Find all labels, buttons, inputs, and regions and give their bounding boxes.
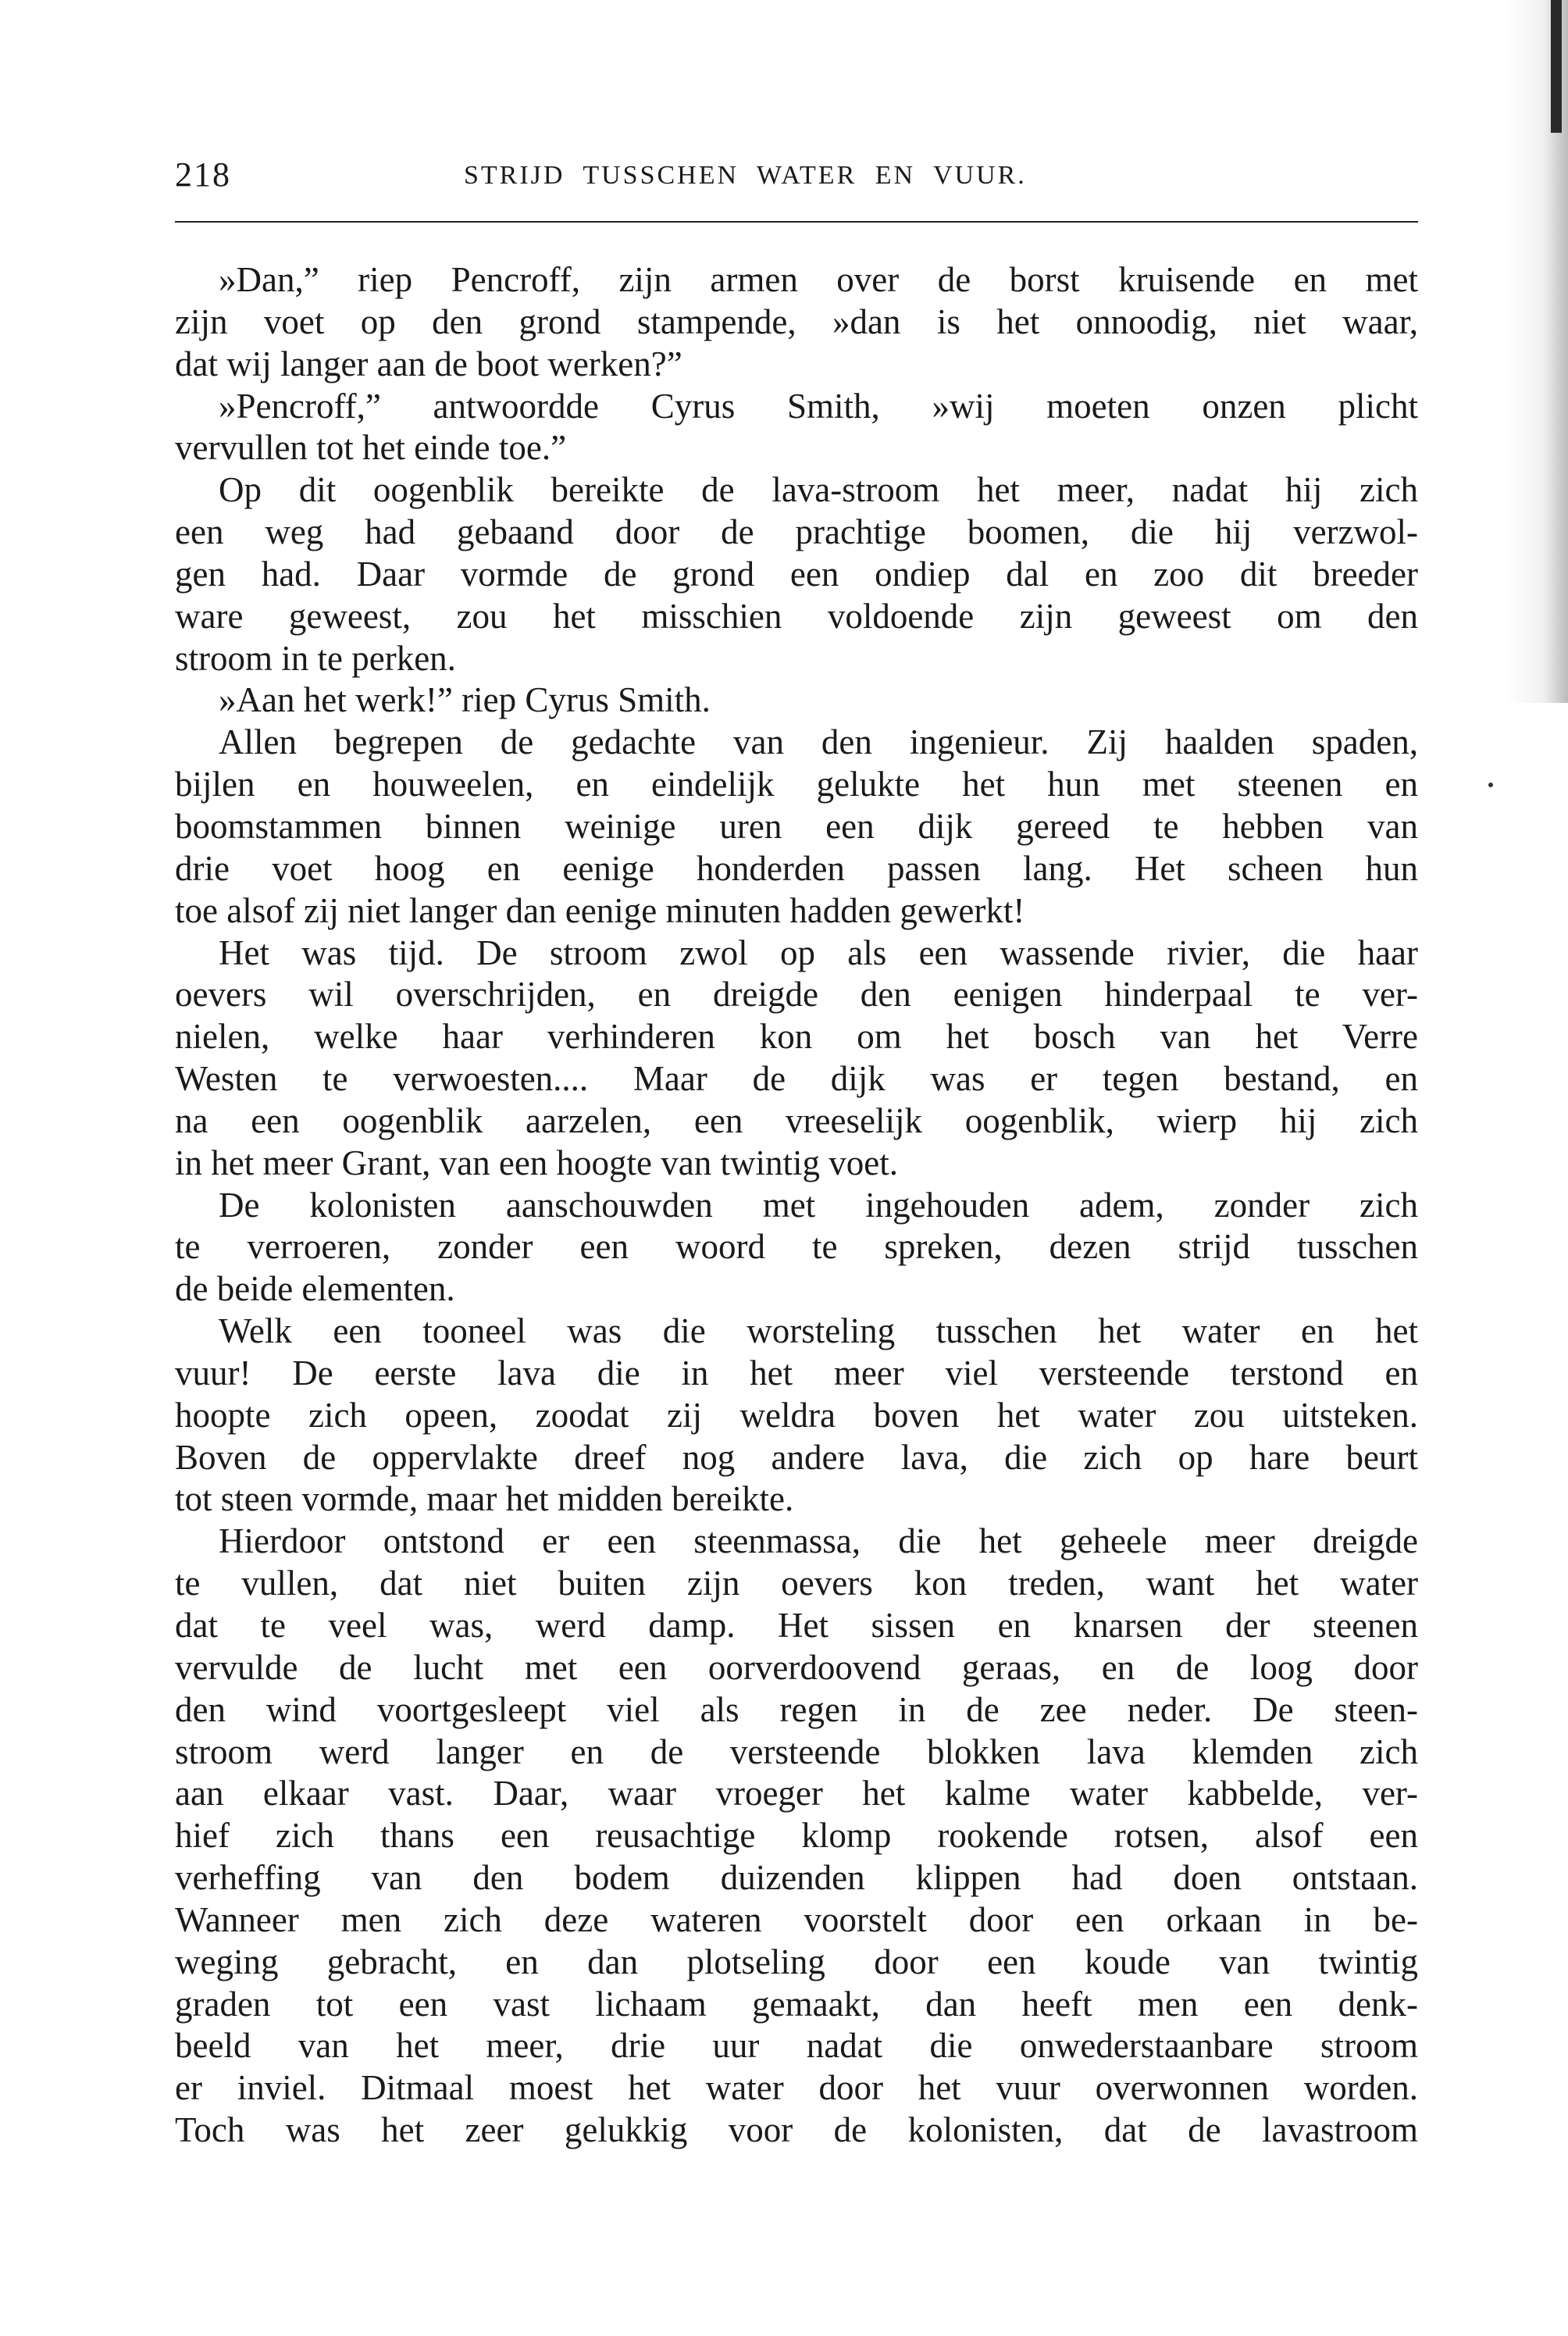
text-line: De kolonisten aanschouwden met ingehouden adem, zonder zich: [219, 1185, 1418, 1225]
text-line: stroom werd langer en de versteende blokken lava klemden zich: [175, 1731, 1418, 1771]
text-line: »Aan het werk!” riep Cyrus Smith.: [219, 680, 711, 720]
text-line: Boven de oppervlakte dreef nog andere lava, die zich op hare beurt: [175, 1437, 1418, 1477]
text-line: hief zich thans een reusachtige klomp rookende rotsen, alsof een: [175, 1816, 1418, 1856]
text-line: ware geweest, zou het misschien voldoende zijn geweest om den: [175, 596, 1418, 636]
text-line: verheffing van den bodem duizenden klippen had doen ontstaan.: [175, 1858, 1418, 1898]
text-line: weging gebracht, en dan plotseling door een koude van twintig: [175, 1942, 1418, 1981]
text-line: te verroeren, zonder een woord te spreken, dezen strijd tusschen: [175, 1227, 1418, 1267]
text-line: Allen begrepen de gedachte van den ingenieur. Zij haalden spaden,: [219, 722, 1418, 762]
text-line: hoopte zich opeen, zoodat zij weldra boven het water zou uitsteken.: [175, 1395, 1418, 1435]
text-line: dat te veel was, werd damp. Het sissen en knarsen der steenen: [175, 1606, 1418, 1645]
text-line: vuur! De eerste lava die in het meer viel versteende terstond en: [175, 1353, 1418, 1393]
text-line: den wind voortgesleept viel als regen in de zee neder. De steen-: [175, 1689, 1418, 1729]
text-line: Toch was het zeer gelukkig voor de kolonisten, dat de lavastroom: [175, 2110, 1418, 2150]
text-line: boomstammen binnen weinige uren een dijk gereed te hebben van: [175, 806, 1418, 846]
text-line: »Pencroff,” antwoordde Cyrus Smith, »wij moeten onzen plicht: [219, 386, 1418, 426]
text-line: zijn voet op den grond stampende, »dan is het onnoodig, niet waar,: [175, 301, 1418, 341]
text-line: de beide elementen.: [175, 1269, 455, 1309]
text-line: graden tot een vast lichaam gemaakt, dan heeft men een denk-: [175, 1984, 1418, 2024]
text-line: Hierdoor ontstond er een steenmassa, die het geheele meer dreigde: [219, 1521, 1418, 1561]
text-line: vervulde de lucht met een oorverdoovend geraas, en de loog door: [175, 1647, 1418, 1687]
text-line: te vullen, dat niet buiten zijn oevers kon treden, want het water: [175, 1564, 1418, 1603]
text-line: Welk een tooneel was die worsteling tusschen het water en het: [219, 1311, 1418, 1351]
page-header: [175, 155, 1418, 202]
text-line: vervullen tot het einde toe.”: [175, 428, 567, 468]
binding-edge-mark: [1551, 0, 1562, 133]
text-line: »Dan,” riep Pencroff, zijn armen over de borst kruisende en met: [219, 260, 1418, 299]
text-line: tot steen vormde, maar het midden bereikte.: [175, 1479, 794, 1519]
text-line: toe alsof zij niet langer dan eenige minuten hadden gewerkt!: [175, 890, 1025, 930]
text-line: beeld van het meer, drie uur nadat die onwederstaanbare stroom: [175, 2026, 1418, 2066]
text-line: gen had. Daar vormde de grond een ondiep dal en zoo dit breeder: [175, 554, 1418, 594]
text-line: Op dit oogenblik bereikte de lava-stroom het meer, nadat hij zich: [219, 470, 1418, 510]
text-line: dat wij langer aan de boot werken?”: [175, 344, 682, 383]
text-line: een weg had gebaand door de prachtige boomen, die hij verzwol-: [175, 512, 1418, 552]
header-rule: [175, 221, 1418, 223]
text-line: drie voet hoog en eenige honderden passen lang. Het scheen hun: [175, 848, 1418, 888]
page-number: 218: [175, 155, 231, 194]
text-line: er inviel. Ditmaal moest het water door het vuur overwonnen worden.: [175, 2068, 1418, 2108]
text-line: na een oogenblik aarzelen, een vreeselijk oogenblik, wierp hij zich: [175, 1100, 1418, 1140]
text-line: aan elkaar vast. Daar, waar vroeger het kalme water kabbelde, ver-: [175, 1774, 1418, 1814]
text-line: bijlen en houweelen, en eindelijk gelukte het hun met steenen en: [175, 765, 1418, 804]
text-line: oevers wil overschrijden, en dreigde den eenigen hinderpaal te ver-: [175, 975, 1418, 1015]
text-line: stroom in te perken.: [175, 638, 456, 678]
running-title: STRIJD TUSSCHEN WATER EN VUUR.: [464, 161, 1027, 190]
text-line: nielen, welke haar verhinderen kon om het bosch van het Verre: [175, 1017, 1418, 1057]
margin-speck: [1488, 783, 1493, 787]
text-line: Wanneer men zich deze wateren voorstelt door een orkaan in be-: [175, 1899, 1418, 1939]
text-line: Het was tijd. De stroom zwol op als een wassende rivier, die haar: [219, 933, 1418, 972]
text-line: in het meer Grant, van een hoogte van twintig voet.: [175, 1143, 898, 1182]
text-line: Westen te verwoesten.... Maar de dijk was er tegen bestand, en: [175, 1059, 1418, 1099]
body-text: [175, 259, 1418, 2152]
